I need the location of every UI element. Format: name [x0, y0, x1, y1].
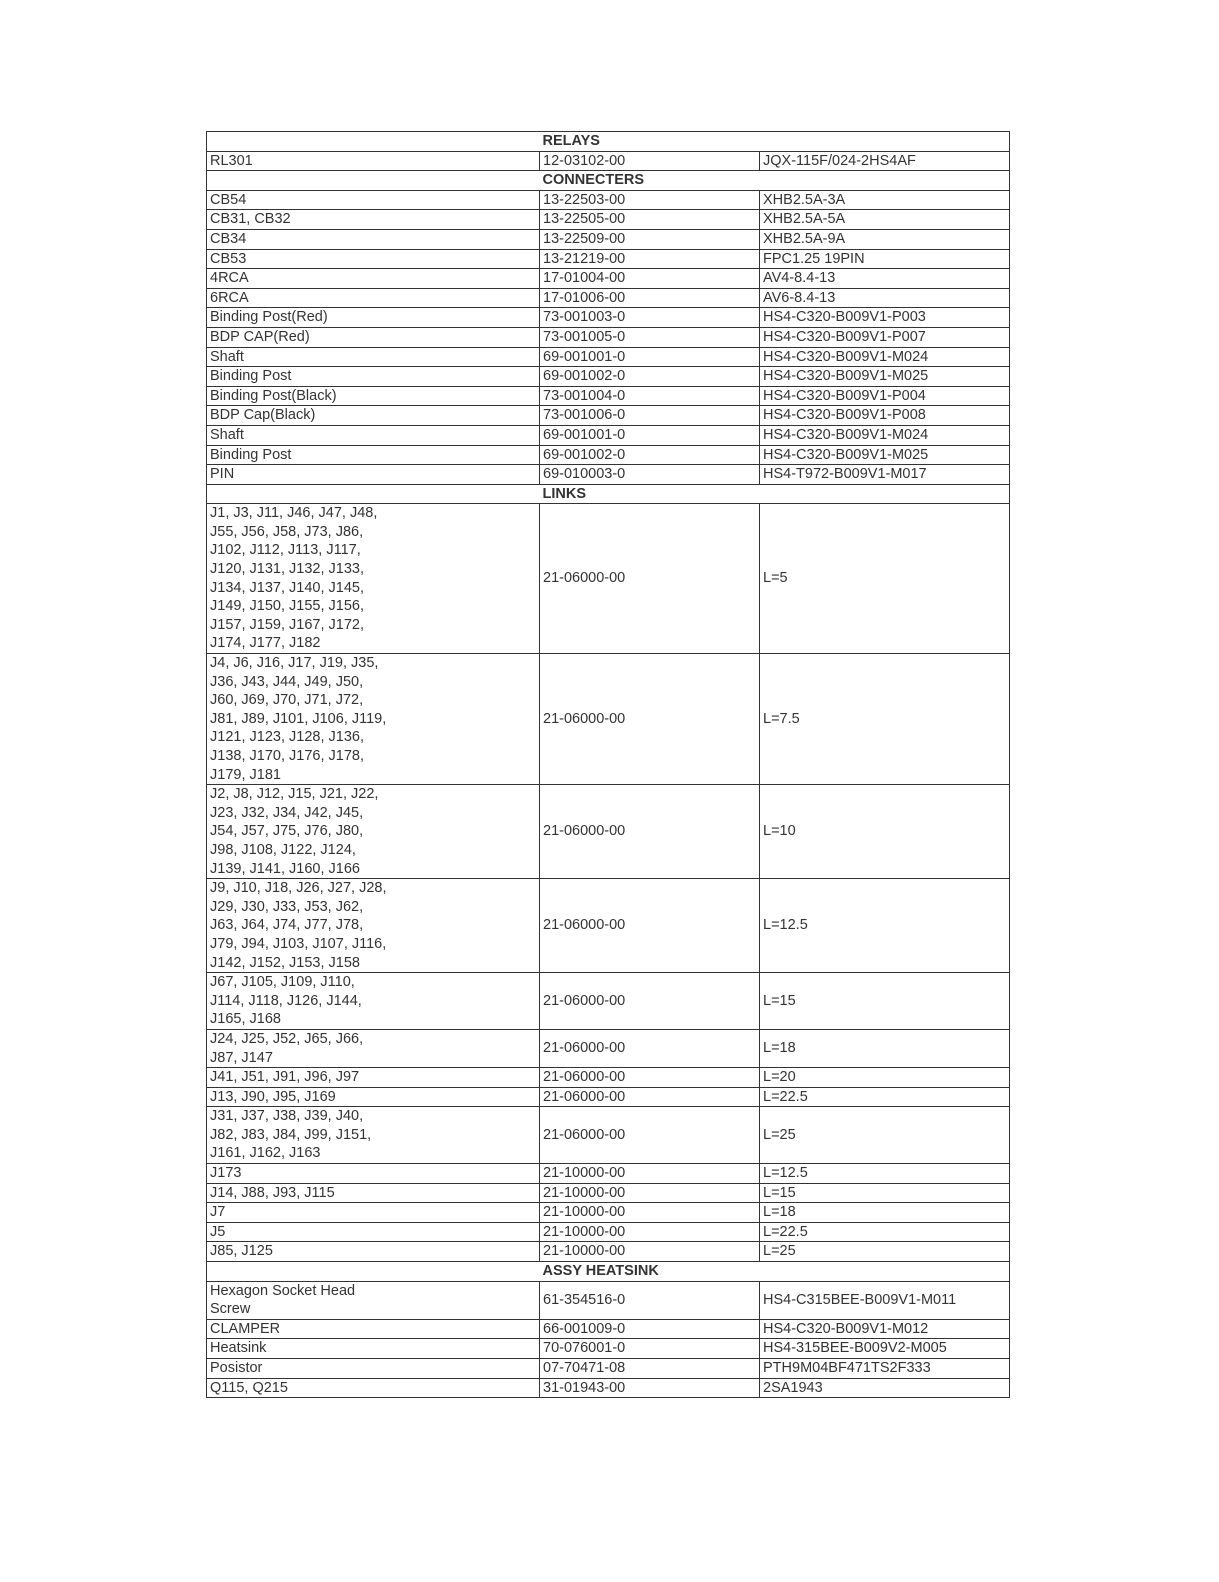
part-row: [207, 504, 1010, 654]
part-row: [207, 1107, 1010, 1164]
part-number-cell: L=12.5: [760, 1164, 1010, 1184]
part-row: [207, 425, 1010, 445]
part-row: [207, 465, 1010, 485]
reference-line: RL301: [210, 152, 253, 169]
part-number-cell: HS4-T972-B009V1-M017: [760, 465, 1010, 485]
reference-line: Binding Post(Black): [210, 387, 337, 404]
reference-line: J98, J108, J122, J124,: [210, 841, 356, 858]
reference-line: Hexagon Socket Head: [210, 1282, 356, 1299]
reference-cell: [207, 269, 540, 289]
part-code-cell: 13-22509-00: [540, 229, 760, 249]
part-row: [207, 1281, 1010, 1319]
reference-line: J85, J125: [210, 1243, 273, 1260]
part-number-cell: L=25: [760, 1107, 1010, 1164]
section-title: ASSY HEATSINK: [540, 1262, 1010, 1282]
part-code-cell: 21-06000-00: [540, 973, 760, 1030]
part-row: [207, 229, 1010, 249]
section-title: LINKS: [540, 484, 1010, 504]
part-number-cell: FPC1.25 19PIN: [760, 249, 1010, 269]
reference-line: J55, J56, J58, J73, J86,: [210, 523, 364, 540]
reference-line: CB34: [210, 230, 247, 247]
part-code-cell: 21-06000-00: [540, 879, 760, 973]
part-number-cell: HS4-315BEE-B009V2-M005: [760, 1339, 1010, 1359]
part-number-cell: XHB2.5A-9A: [760, 229, 1010, 249]
reference-cell: [207, 445, 540, 465]
part-code-cell: 21-10000-00: [540, 1242, 760, 1262]
part-row: [207, 1087, 1010, 1107]
reference-line: J24, J25, J52, J65, J66,: [210, 1030, 364, 1047]
part-number-cell: L=18: [760, 1203, 1010, 1223]
part-number-cell: HS4-C320-B009V1-P007: [760, 327, 1010, 347]
reference-line: J1, J3, J11, J46, J47, J48,: [210, 505, 378, 522]
reference-line: PIN: [210, 466, 235, 483]
reference-line: J5: [210, 1223, 226, 1240]
part-code-cell: 13-22503-00: [540, 190, 760, 210]
reference-line: J36, J43, J44, J49, J50,: [210, 673, 364, 690]
part-row: [207, 785, 1010, 879]
section-blank-cell: [207, 132, 540, 152]
reference-line: J157, J159, J167, J172,: [210, 616, 364, 633]
part-row: [207, 406, 1010, 426]
part-row: [207, 1203, 1010, 1223]
part-row: [207, 654, 1010, 785]
part-row: [207, 1068, 1010, 1088]
reference-line: J9, J10, J18, J26, J27, J28,: [210, 880, 387, 897]
part-number-cell: L=12.5: [760, 879, 1010, 973]
reference-line: J173: [210, 1165, 242, 1182]
part-number-cell: L=15: [760, 1183, 1010, 1203]
part-code-cell: 21-06000-00: [540, 654, 760, 785]
reference-line: J120, J131, J132, J133,: [210, 561, 364, 578]
reference-line: CB53: [210, 250, 247, 267]
part-row: [207, 1164, 1010, 1184]
part-code-cell: 13-22505-00: [540, 210, 760, 230]
part-row: [207, 1319, 1010, 1339]
reference-cell: [207, 785, 540, 879]
reference-line: J142, J152, J153, J158: [210, 954, 360, 971]
section-blank-cell: [207, 1262, 540, 1282]
section-header-row: [207, 132, 1010, 152]
part-row: [207, 973, 1010, 1030]
part-number-cell: L=10: [760, 785, 1010, 879]
reference-line: Binding Post: [210, 368, 292, 385]
part-row: [207, 327, 1010, 347]
part-number-cell: XHB2.5A-3A: [760, 190, 1010, 210]
part-code-cell: 70-076001-0: [540, 1339, 760, 1359]
reference-cell: [207, 504, 540, 654]
reference-cell: [207, 327, 540, 347]
reference-cell: [207, 654, 540, 785]
reference-cell: [207, 151, 540, 171]
reference-line: J23, J32, J34, J42, J45,: [210, 804, 364, 821]
reference-cell: [207, 465, 540, 485]
reference-line: Binding Post(Red): [210, 309, 328, 326]
reference-line: 6RCA: [210, 289, 249, 306]
reference-line: CLAMPER: [210, 1320, 281, 1337]
part-number-cell: L=18: [760, 1029, 1010, 1067]
reference-line: J161, J162, J163: [210, 1145, 321, 1162]
reference-line: J29, J30, J33, J53, J62,: [210, 898, 364, 915]
part-code-cell: 73-001004-0: [540, 386, 760, 406]
reference-line: J14, J88, J93, J115: [210, 1184, 335, 1201]
reference-line: Heatsink: [210, 1340, 267, 1357]
part-number-cell: HS4-C320-B009V1-M024: [760, 347, 1010, 367]
reference-cell: [207, 1107, 540, 1164]
part-number-cell: HS4-C320-B009V1-M012: [760, 1319, 1010, 1339]
part-number-cell: HS4-C315BEE-B009V1-M011: [760, 1281, 1010, 1319]
part-row: [207, 1029, 1010, 1067]
part-code-cell: 12-03102-00: [540, 151, 760, 171]
part-number-cell: L=22.5: [760, 1222, 1010, 1242]
part-row: [207, 308, 1010, 328]
part-code-cell: 21-06000-00: [540, 1068, 760, 1088]
reference-cell: [207, 1359, 540, 1379]
reference-cell: [207, 1242, 540, 1262]
reference-cell: [207, 406, 540, 426]
reference-line: J54, J57, J75, J76, J80,: [210, 823, 364, 840]
reference-cell: [207, 308, 540, 328]
part-code-cell: 21-10000-00: [540, 1183, 760, 1203]
reference-cell: [207, 1029, 540, 1067]
reference-line: J79, J94, J103, J107, J116,: [210, 935, 387, 952]
part-code-cell: 21-06000-00: [540, 1107, 760, 1164]
parts-list-body: [207, 132, 1010, 1398]
reference-line: J63, J64, J74, J77, J78,: [210, 917, 364, 934]
part-number-cell: AV4-8.4-13: [760, 269, 1010, 289]
part-number-cell: 2SA1943: [760, 1378, 1010, 1398]
reference-line: J13, J90, J95, J169: [210, 1088, 336, 1105]
part-code-cell: 13-21219-00: [540, 249, 760, 269]
part-code-cell: 21-10000-00: [540, 1203, 760, 1223]
reference-line: J114, J118, J126, J144,: [210, 992, 362, 1009]
part-code-cell: 69-001002-0: [540, 367, 760, 387]
section-header-row: [207, 484, 1010, 504]
part-number-cell: HS4-C320-B009V1-M025: [760, 445, 1010, 465]
part-number-cell: HS4-C320-B009V1-M025: [760, 367, 1010, 387]
reference-line: J81, J89, J101, J106, J119,: [210, 710, 387, 727]
reference-line: Posistor: [210, 1360, 263, 1376]
reference-line: J138, J170, J176, J178,: [210, 748, 364, 764]
part-number-cell: L=22.5: [760, 1087, 1010, 1107]
reference-cell: [207, 973, 540, 1030]
part-code-cell: 69-001001-0: [540, 425, 760, 445]
reference-cell: [207, 190, 540, 210]
reference-cell: [207, 425, 540, 445]
reference-line: J139, J141, J160, J166: [210, 860, 360, 877]
section-header-row: [207, 1262, 1010, 1282]
reference-cell: [207, 1319, 540, 1339]
part-code-cell: 69-010003-0: [540, 465, 760, 485]
reference-cell: [207, 1164, 540, 1184]
part-row: [207, 347, 1010, 367]
reference-line: J87, J147: [210, 1049, 273, 1066]
reference-cell: [207, 1281, 540, 1319]
part-number-cell: PTH9M04BF471TS2F333: [760, 1359, 1010, 1379]
reference-cell: [207, 1068, 540, 1088]
reference-line: J82, J83, J84, J99, J151,: [210, 1126, 372, 1143]
reference-cell: [207, 229, 540, 249]
part-number-cell: L=15: [760, 973, 1010, 1030]
reference-cell: [207, 288, 540, 308]
part-number-cell: XHB2.5A-5A: [760, 210, 1010, 230]
part-number-cell: HS4-C320-B009V1-M024: [760, 425, 1010, 445]
part-number-cell: L=7.5: [760, 654, 1010, 785]
section-title: RELAYS: [540, 132, 1010, 152]
part-row: [207, 190, 1010, 210]
part-row: [207, 1378, 1010, 1398]
part-row: [207, 151, 1010, 171]
reference-line: Screw: [210, 1301, 251, 1318]
part-row: [207, 1242, 1010, 1262]
part-row: [207, 288, 1010, 308]
part-code-cell: 17-01006-00: [540, 288, 760, 308]
part-code-cell: 21-06000-00: [540, 1029, 760, 1067]
part-number-cell: HS4-C320-B009V1-P008: [760, 406, 1010, 426]
reference-line: J2, J8, J12, J15, J21, J22,: [210, 786, 379, 803]
part-code-cell: 21-10000-00: [540, 1164, 760, 1184]
reference-cell: [207, 1183, 540, 1203]
part-row: [207, 210, 1010, 230]
reference-line: Q115, Q215: [210, 1379, 288, 1396]
reference-line: J165, J168: [210, 1011, 281, 1028]
reference-line: J179, J181: [210, 766, 281, 783]
part-code-cell: 73-001005-0: [540, 327, 760, 347]
part-number-cell: HS4-C320-B009V1-P004: [760, 386, 1010, 406]
part-row: [207, 269, 1010, 289]
reference-cell: [207, 347, 540, 367]
reference-line: J67, J105, J109, J110,: [210, 974, 355, 991]
section-blank-cell: [207, 484, 540, 504]
part-number-cell: JQX-115F/024-2HS4AF: [760, 151, 1010, 171]
reference-cell: [207, 386, 540, 406]
part-code-cell: 69-001001-0: [540, 347, 760, 367]
part-row: [207, 249, 1010, 269]
part-code-cell: 73-001006-0: [540, 406, 760, 426]
part-code-cell: 07-70471-08: [540, 1359, 760, 1379]
reference-line: J31, J37, J38, J39, J40,: [210, 1108, 364, 1125]
reference-cell: [207, 249, 540, 269]
reference-cell: [207, 879, 540, 973]
reference-cell: [207, 1203, 540, 1223]
part-code-cell: 21-06000-00: [540, 504, 760, 654]
part-row: [207, 445, 1010, 465]
parts-list-table: [206, 131, 1010, 1398]
part-row: [207, 1359, 1010, 1379]
reference-line: J7: [210, 1204, 226, 1221]
part-code-cell: 21-06000-00: [540, 785, 760, 879]
section-title: CONNECTERS: [540, 171, 1010, 191]
reference-line: J121, J123, J128, J136,: [210, 729, 364, 746]
reference-line: J149, J150, J155, J156,: [210, 598, 364, 615]
reference-cell: [207, 1378, 540, 1398]
part-row: [207, 1183, 1010, 1203]
part-row: [207, 367, 1010, 387]
reference-line: CB31, CB32: [210, 211, 291, 228]
part-number-cell: AV6-8.4-13: [760, 288, 1010, 308]
part-number-cell: L=20: [760, 1068, 1010, 1088]
part-code-cell: 66-001009-0: [540, 1319, 760, 1339]
reference-cell: [207, 367, 540, 387]
part-number-cell: HS4-C320-B009V1-P003: [760, 308, 1010, 328]
part-code-cell: 61-354516-0: [540, 1281, 760, 1319]
reference-line: Shaft: [210, 426, 244, 443]
reference-line: J102, J112, J113, J117,: [210, 542, 361, 559]
part-code-cell: 17-01004-00: [540, 269, 760, 289]
reference-line: Binding Post: [210, 446, 292, 463]
reference-line: J174, J177, J182: [210, 635, 321, 652]
reference-line: BDP Cap(Black): [210, 407, 316, 424]
reference-line: J41, J51, J91, J96, J97: [210, 1069, 360, 1086]
reference-line: 4RCA: [210, 270, 249, 287]
part-code-cell: 31-01943-00: [540, 1378, 760, 1398]
part-row: [207, 1339, 1010, 1359]
section-blank-cell: [207, 171, 540, 191]
reference-cell: [207, 1222, 540, 1242]
part-code-cell: 69-001002-0: [540, 445, 760, 465]
reference-line: J134, J137, J140, J145,: [210, 579, 364, 596]
reference-line: J4, J6, J16, J17, J19, J35,: [210, 655, 379, 672]
reference-cell: [207, 210, 540, 230]
section-header-row: [207, 171, 1010, 191]
part-number-cell: L=25: [760, 1242, 1010, 1262]
part-row: [207, 386, 1010, 406]
part-code-cell: 21-10000-00: [540, 1222, 760, 1242]
part-number-cell: L=5: [760, 504, 1010, 654]
reference-line: CB54: [210, 191, 247, 208]
reference-line: J60, J69, J70, J71, J72,: [210, 692, 364, 709]
part-row: [207, 1222, 1010, 1242]
part-code-cell: 21-06000-00: [540, 1087, 760, 1107]
reference-line: BDP CAP(Red): [210, 328, 310, 345]
part-code-cell: 73-001003-0: [540, 308, 760, 328]
reference-line: Shaft: [210, 348, 244, 365]
reference-cell: [207, 1339, 540, 1359]
part-row: [207, 879, 1010, 973]
reference-cell: [207, 1087, 540, 1107]
